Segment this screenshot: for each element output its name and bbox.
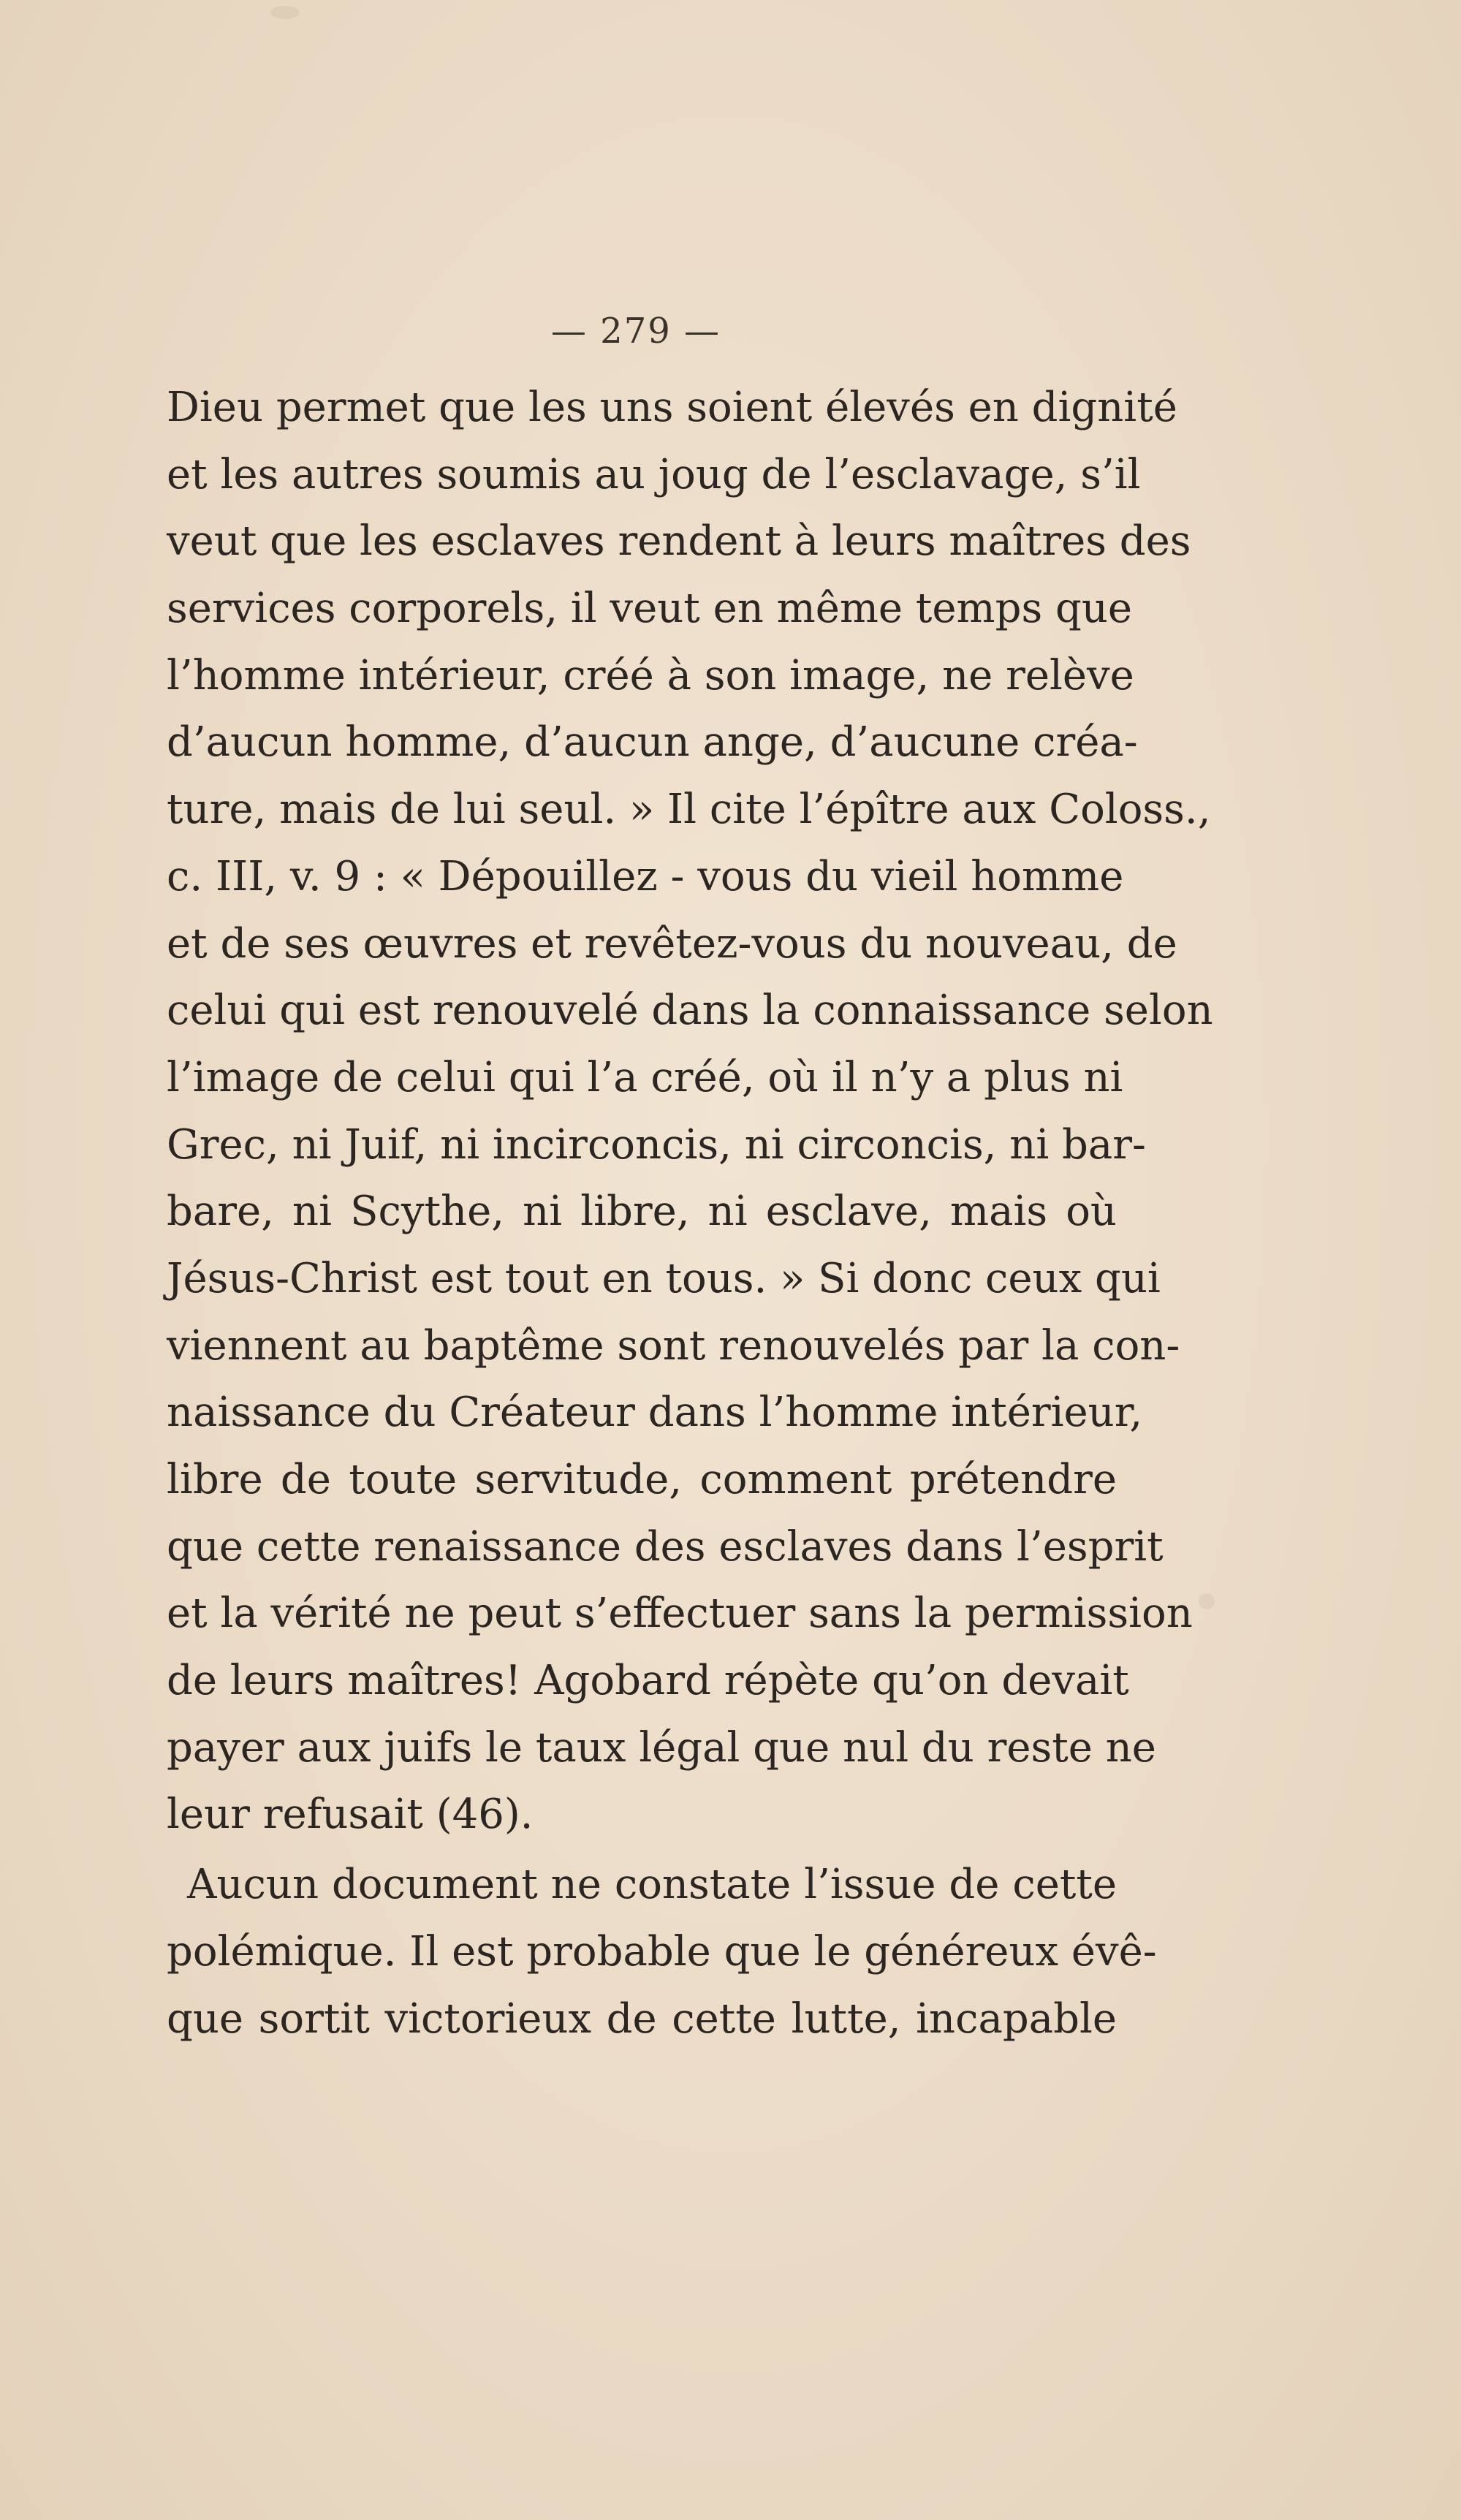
text-line: c. III, v. 9 : « Dépouillez - vous du vieil homme bbox=[167, 852, 1124, 900]
text-line: d’aucun homme, d’aucun ange, d’aucune créa- bbox=[167, 718, 1138, 767]
text-line: payer aux juifs le taux légal que nul du reste ne bbox=[167, 1723, 1156, 1772]
text-line: libre de toute servitude, comment prétendre bbox=[167, 1456, 1117, 1503]
text-line: Grec, ni Juif, ni incirconcis, ni circoncis, ni bar- bbox=[167, 1120, 1146, 1169]
text-line: ture, mais de lui seul. » Il cite l’épître aux Coloss., bbox=[167, 786, 1211, 834]
text-line: de leurs maîtres! Agobard répète qu’on devait bbox=[167, 1657, 1129, 1705]
text-line: que sortit victorieux de cette lutte, incapable bbox=[167, 1995, 1117, 2043]
text-line: et les autres soumis au joug de l’esclavage, s’il bbox=[167, 450, 1141, 498]
paragraph-1 bbox=[167, 374, 1213, 1848]
text-line: veut que les esclaves rendent à leurs maîtres des bbox=[167, 517, 1191, 566]
text-line: l’homme intérieur, créé à son image, ne relève bbox=[167, 651, 1134, 699]
text-line: leur refusait (46). bbox=[167, 1791, 534, 1839]
paragraph-2 bbox=[167, 1851, 1157, 2052]
text-line: et la vérité ne peut s’effectuer sans la permission bbox=[167, 1590, 1193, 1638]
paper-stain bbox=[270, 6, 300, 19]
text-line: et de ses œuvres et revêtez-vous du nouveau, de bbox=[167, 919, 1177, 968]
text-line: celui qui est renouvelé dans la connaissance selon bbox=[167, 987, 1213, 1035]
body-text bbox=[167, 374, 1213, 2052]
text-line: l’image de celui qui l’a créé, où il n’y a plus ni bbox=[167, 1053, 1123, 1101]
text-line: que cette renaissance des esclaves dans l’esprit bbox=[167, 1522, 1164, 1571]
text-line: Jésus-Christ est tout en tous. » Si donc ceux qui bbox=[167, 1254, 1161, 1302]
paper-stain bbox=[1199, 1593, 1215, 1609]
text-line: viennent au baptême sont renouvelés par la con- bbox=[167, 1321, 1180, 1370]
text-line: polémique. Il est probable que le généreux évê- bbox=[167, 1927, 1157, 1976]
text-line: bare, ni Scythe, ni libre, ni esclave, mais où bbox=[167, 1188, 1117, 1236]
text-line: Dieu permet que les uns soient élevés en dignité bbox=[167, 384, 1177, 431]
text-line: services corporels, il veut en même temps que bbox=[167, 585, 1133, 633]
text-line: naissance du Créateur dans l’homme intérieur, bbox=[167, 1389, 1143, 1437]
page-number: — 279 — bbox=[550, 311, 721, 352]
text-line: Aucun document ne constate l’issue de cette bbox=[187, 1861, 1117, 1909]
